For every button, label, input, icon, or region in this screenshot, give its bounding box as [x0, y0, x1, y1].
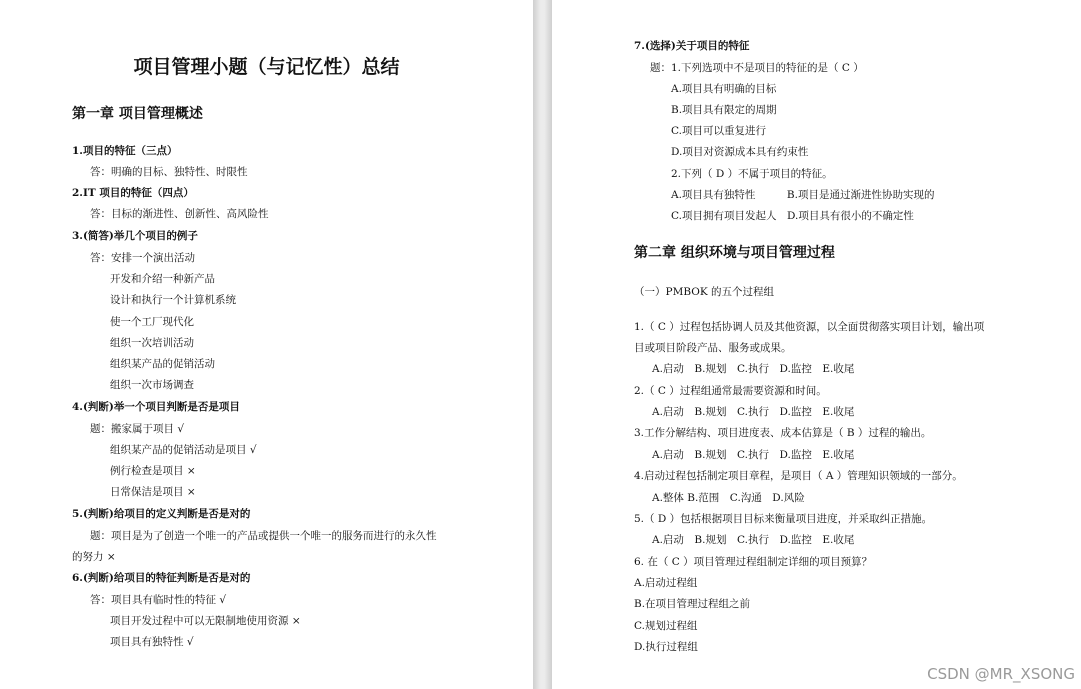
text-line: 日常保洁是项目 × [110, 486, 196, 498]
text-line: 7.(选择)关于项目的特征 [634, 40, 750, 52]
text-line: C.项目拥有项目发起人 D.项目具有很小的不确定性 [671, 210, 914, 222]
text-line: 开发和介绍一种新产品 [110, 273, 215, 285]
text-line: 组织一次市场调查 [110, 379, 194, 391]
text-line: 1.项目的特征（三点） [72, 145, 178, 157]
text-line: 例行检查是项目 × [110, 465, 196, 477]
text-line: 6. 在（ C ）项目管理过程组制定详细的项目预算？ [634, 556, 873, 568]
text-line: 2.（ C ）过程组通常最需要资源和时间。 [634, 385, 827, 397]
csdn-watermark: CSDN @MR_XSONG [927, 665, 1075, 683]
text-line: 题：1.下列选项中不是项目的特征的是（ C ） [650, 62, 864, 74]
text-line: A.启动 B.规划 C.执行 D.监控 E.收尾 [652, 534, 855, 546]
text-line: 2.下列（ D ）不属于项目的特征。 [671, 168, 833, 180]
text-line: 项目开发过程中可以无限制地使用资源 × [110, 615, 301, 627]
text-line: 5.（ D ）包括根据项目目标来衡量项目进度，并采取纠正措施。 [634, 513, 933, 525]
text-line: A.启动过程组 [634, 577, 698, 589]
text-line: B.在项目管理过程组之前 [634, 598, 751, 610]
text-line: 组织一次培训活动 [110, 337, 194, 349]
text-line: 项目具有独特性 √ [110, 636, 194, 648]
text-line: 题：项目是为了创造一个唯一的产品或提供一个唯一的服务而进行的永久性 [90, 530, 437, 542]
text-line: C.规划过程组 [634, 620, 698, 632]
text-line: A.启动 B.规划 C.执行 D.监控 E.收尾 [652, 363, 855, 375]
text-line: 4.启动过程包括制定项目章程，是项目（ A ）管理知识领域的一部分。 [634, 470, 963, 482]
text-line: 6.(判断)给项目的特征判断是否是对的 [72, 572, 251, 584]
text-line: D.项目对资源成本具有约束性 [671, 146, 809, 158]
text-line: 使一个工厂现代化 [110, 316, 194, 328]
text-line: 2.IT 项目的特征（四点） [72, 187, 194, 199]
text-line: 5.(判断)给项目的定义判断是否是对的 [72, 508, 251, 520]
text-line: A.整体 B.范围 C.沟通 D.风险 [652, 492, 805, 504]
text-line: 目或项目阶段产品、服务或成果。 [634, 342, 792, 354]
document-page-right [552, 0, 1081, 689]
text-line: 答：目标的渐进性、创新性、高风险性 [90, 208, 269, 220]
chapter-2-heading: 第二章 组织环境与项目管理过程 [634, 245, 835, 261]
text-line: D.执行过程组 [634, 641, 698, 653]
text-line: A.项目具有独特性 B.项目是通过渐进性协助实现的 [671, 189, 935, 201]
text-line: 答：明确的目标、独特性、时限性 [90, 166, 248, 178]
text-line: 3.(简答)举几个项目的例子 [72, 230, 198, 242]
document-title: 项目管理小题（与记忆性）总结 [133, 56, 400, 78]
page-gutter [533, 0, 552, 689]
text-line: 答：安排一个演出活动 [90, 252, 195, 264]
text-line: B.项目具有限定的周期 [671, 104, 777, 116]
text-line: 4.(判断)举一个项目判断是否是项目 [72, 401, 240, 413]
text-line: 1.（ C ）过程包括协调人员及其他资源，以全面贯彻落实项目计划，输出项 [634, 321, 985, 333]
text-line: 3.工作分解结构、项目进度表、成本估算是（ B ）过程的输出。 [634, 427, 932, 439]
document-page-left [0, 0, 533, 689]
text-line: 组织某产品的促销活动是项目 √ [110, 444, 257, 456]
text-line: 组织某产品的促销活动 [110, 358, 215, 370]
text-line: A.项目具有明确的目标 [671, 83, 777, 95]
text-line: （一）PMBOK 的五个过程组 [634, 286, 775, 298]
text-line: 答：项目具有临时性的特征 √ [90, 594, 227, 606]
text-line: 设计和执行一个计算机系统 [110, 294, 236, 306]
text-line: 的努力 × [72, 551, 116, 563]
text-line: A.启动 B.规划 C.执行 D.监控 E.收尾 [652, 449, 855, 461]
text-line: 题：搬家属于项目 √ [90, 423, 185, 435]
text-line: A.启动 B.规划 C.执行 D.监控 E.收尾 [652, 406, 855, 418]
text-line: C.项目可以重复进行 [671, 125, 766, 137]
chapter-1-heading: 第一章 项目管理概述 [72, 106, 203, 122]
